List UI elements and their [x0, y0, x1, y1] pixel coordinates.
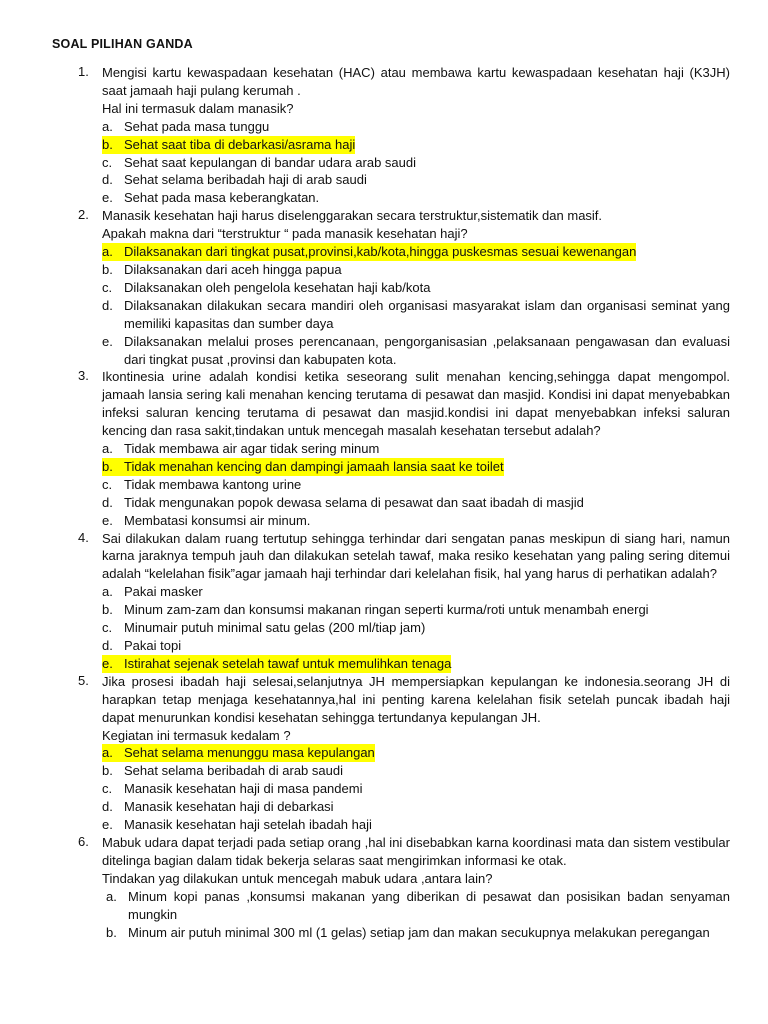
option-text: Tidak menahan kencing dan dampingi jamaah lansia saat ke toilet	[124, 458, 504, 474]
option-letter: c.	[102, 154, 113, 170]
option-letter: a.	[106, 888, 117, 904]
option-list	[0, 440, 768, 530]
answer-option	[0, 619, 768, 637]
option-letter: c.	[102, 279, 113, 295]
question-number: 1.	[78, 64, 89, 79]
option-letter: d.	[102, 494, 113, 510]
answer-option	[0, 118, 768, 136]
option-letter: e.	[102, 817, 113, 833]
option-text: Minum kopi panas ,konsumsi makanan yang diberikan di pesawat dan posisikan badan senyaman mungkin	[128, 888, 730, 922]
answer-option	[0, 440, 768, 458]
option-text: Dilaksanakan melalui proses perencanaan, pengorganisasian ,pelaksanaan pengawasan dan evaluasi dari tingkat pusat ,provinsi dan kabupaten kota.	[124, 333, 730, 367]
question-3	[0, 368, 768, 529]
answer-option	[0, 297, 768, 333]
answer-option	[0, 171, 768, 189]
answer-option	[0, 476, 768, 494]
option-text: Dilaksanakan dari tingkat pusat,provinsi,kab/kota,hingga puskesmas sesuai kewenangan	[124, 244, 637, 260]
question-number: 3.	[78, 368, 89, 384]
option-text: Sehat saat tiba di debarkasi/asrama haji	[124, 136, 356, 152]
option-text: Manasik kesehatan haji setelah ibadah haji	[124, 817, 372, 833]
option-text: Dilaksanakan dilakukan secara mandiri oleh organisasi masyarakat islam dan organisasi seminat yang memiliki kapasitas dan sumber daya	[124, 297, 730, 331]
question-4	[0, 530, 768, 673]
question-list	[0, 64, 768, 941]
answer-option	[0, 333, 768, 369]
answer-option	[0, 762, 768, 780]
option-letter: a.	[102, 441, 113, 457]
answer-option	[0, 494, 768, 512]
option-text: Minum zam-zam dan konsumsi makanan ringan seperti kurma/roti untuk menambah energi	[124, 602, 649, 618]
option-list	[0, 744, 768, 834]
option-text: Sehat saat kepulangan di bandar udara arab saudi	[124, 154, 416, 170]
option-letter: e.	[102, 512, 113, 528]
option-letter: d.	[102, 638, 113, 653]
option-letter: e.	[102, 190, 113, 206]
option-letter: d.	[102, 172, 113, 188]
option-text: Pakai topi	[124, 638, 182, 653]
option-text: Membatasi konsumsi air minum.	[124, 512, 311, 528]
option-text: Sehat selama menunggu masa kepulangan	[124, 745, 375, 761]
option-letter: c.	[102, 620, 113, 636]
option-letter: a.	[102, 744, 124, 762]
question-2	[0, 207, 768, 368]
option-list	[0, 583, 768, 673]
document-title: SOAL PILIHAN GANDA	[52, 37, 193, 51]
answer-option	[0, 583, 768, 601]
option-text: Tidak membawa kantong urine	[124, 476, 302, 492]
option-letter: a.	[102, 243, 124, 261]
option-text: Tidak mengunakan popok dewasa selama di pesawat dan saat ibadah di masjid	[124, 494, 584, 510]
question-number: 4.	[78, 529, 89, 545]
option-text: Sehat pada masa keberangkatan.	[124, 190, 320, 206]
answer-option	[0, 154, 768, 172]
option-letter: a.	[102, 584, 113, 600]
option-letter: e.	[102, 333, 113, 349]
option-text: Dilaksanakan oleh pengelola kesehatan haji kab/kota	[124, 279, 431, 295]
answer-option-highlighted	[0, 744, 768, 762]
option-text: Pakai masker	[124, 584, 203, 600]
question-5	[0, 673, 768, 834]
option-letter: b.	[102, 763, 113, 779]
option-list	[0, 243, 768, 368]
question-6	[0, 834, 768, 941]
question-number: 6.	[78, 833, 89, 849]
question-text: Manasik kesehatan haji harus diselenggarakan secara terstruktur,sistematik dan masif.	[102, 208, 603, 224]
question-text: Jika prosesi ibadah haji selesai,selanjutnya JH mempersiapkan kepulangan ke indonesia.seorang JH di harapkan tetap menjaga kesehatannya,hal ini penting karena kelelahan fisik setelah puncak ibadah haji dapat menurunkan kondisi kesehatan sehingga tertundanya kepulangan JH.	[102, 673, 730, 725]
question-prompt: Hal ini termasuk dalam manasik?	[102, 100, 294, 116]
option-letter: b.	[102, 261, 113, 277]
option-letter: d.	[102, 799, 113, 815]
answer-option	[0, 780, 768, 798]
question-prompt: Tindakan yag dilakukan untuk mencegah mabuk udara ,antara lain?	[102, 870, 493, 886]
option-text: Tidak membawa air agar tidak sering minum	[124, 441, 380, 457]
question-number: 2.	[78, 207, 89, 223]
answer-option	[0, 888, 768, 924]
answer-option	[0, 512, 768, 530]
question-number: 5.	[78, 672, 89, 688]
option-text: Dilaksanakan dari aceh hingga papua	[124, 261, 342, 277]
answer-option-highlighted	[0, 243, 768, 261]
answer-option	[0, 798, 768, 816]
answer-option-highlighted	[0, 655, 768, 673]
option-text: Manasik kesehatan haji di debarkasi	[124, 799, 334, 815]
option-letter: b.	[102, 602, 113, 618]
option-text: Manasik kesehatan haji di masa pandemi	[124, 781, 363, 797]
question-text: Sai dilakukan dalam ruang tertutup sehingga terhindar dari sengatan panas meskipun di siang hari, namun karna jaraknya tempuh jauh dan dilakukan setelah tawaf, maka resiko kesehatan yang paling sering ditemui adalah “kelelahan fisik”agar jamaah haji terhindar dari kelelahan fisik, hal yang harus di perhatikan adalah?	[102, 530, 730, 582]
answer-option	[0, 924, 768, 942]
option-letter: b.	[102, 136, 124, 154]
question-text: Mengisi kartu kewaspadaan kesehatan (HAC) atau membawa kartu kewaspadaan kesehatan haji (K3JH) saat jamaah haji pulang kerumah .	[102, 65, 730, 98]
option-letter: c.	[102, 476, 113, 492]
option-text: Minum air putuh minimal 300 ml (1 gelas) setiap jam dan makan secukupnya melakukan peregangan	[128, 924, 710, 940]
question-1	[0, 64, 768, 207]
question-text: Mabuk udara dapat terjadi pada setiap orang ,hal ini disebabkan karna koordinasi mata dan sistem vestibular ditelinga bagian dalam tidak bekerja selaras saat mengirimkan informasi ke otak.	[102, 834, 730, 868]
option-text: Sehat selama beribadah di arab saudi	[124, 763, 343, 779]
option-list	[0, 888, 768, 942]
option-text: Istirahat sejenak setelah tawaf untuk memulihkan tenaga	[124, 655, 452, 671]
option-letter: c.	[102, 781, 113, 797]
option-text: Sehat selama beribadah haji di arab saudi	[124, 172, 367, 188]
option-letter: b.	[102, 458, 124, 476]
option-text: Minumair putuh minimal satu gelas (200 ml/tiap jam)	[124, 620, 426, 636]
option-letter: e.	[102, 655, 124, 673]
answer-option	[0, 261, 768, 279]
answer-option	[0, 189, 768, 207]
question-text: Ikontinesia urine adalah kondisi ketika seseorang sulit menahan kencing,sehingga dapat mengompol. jamaah lansia sering kali menahan kencing terutama di pesawat dan masjid. Kondisi ini dapat menyebabkan infeksi saluran kencing terutama di pesawat dan masjid.kondisi ini dapat menyebabkan infeksi saluran kencing dan rasa sakit,tindakan untuk mencegah masalah kesehatan tersebut adalah?	[102, 369, 730, 439]
option-letter: a.	[102, 118, 113, 134]
question-prompt: Kegiatan ini termasuk kedalam ?	[102, 727, 291, 743]
answer-option-highlighted	[0, 136, 768, 154]
answer-option	[0, 637, 768, 655]
answer-option	[0, 601, 768, 619]
option-list	[0, 118, 768, 208]
option-letter: d.	[102, 297, 113, 313]
answer-option	[0, 279, 768, 297]
answer-option-highlighted	[0, 458, 768, 476]
option-letter: b.	[106, 924, 117, 940]
option-text: Sehat pada masa tunggu	[124, 118, 270, 134]
question-prompt: Apakah makna dari “terstruktur “ pada manasik kesehatan haji?	[102, 226, 468, 242]
answer-option	[0, 816, 768, 834]
